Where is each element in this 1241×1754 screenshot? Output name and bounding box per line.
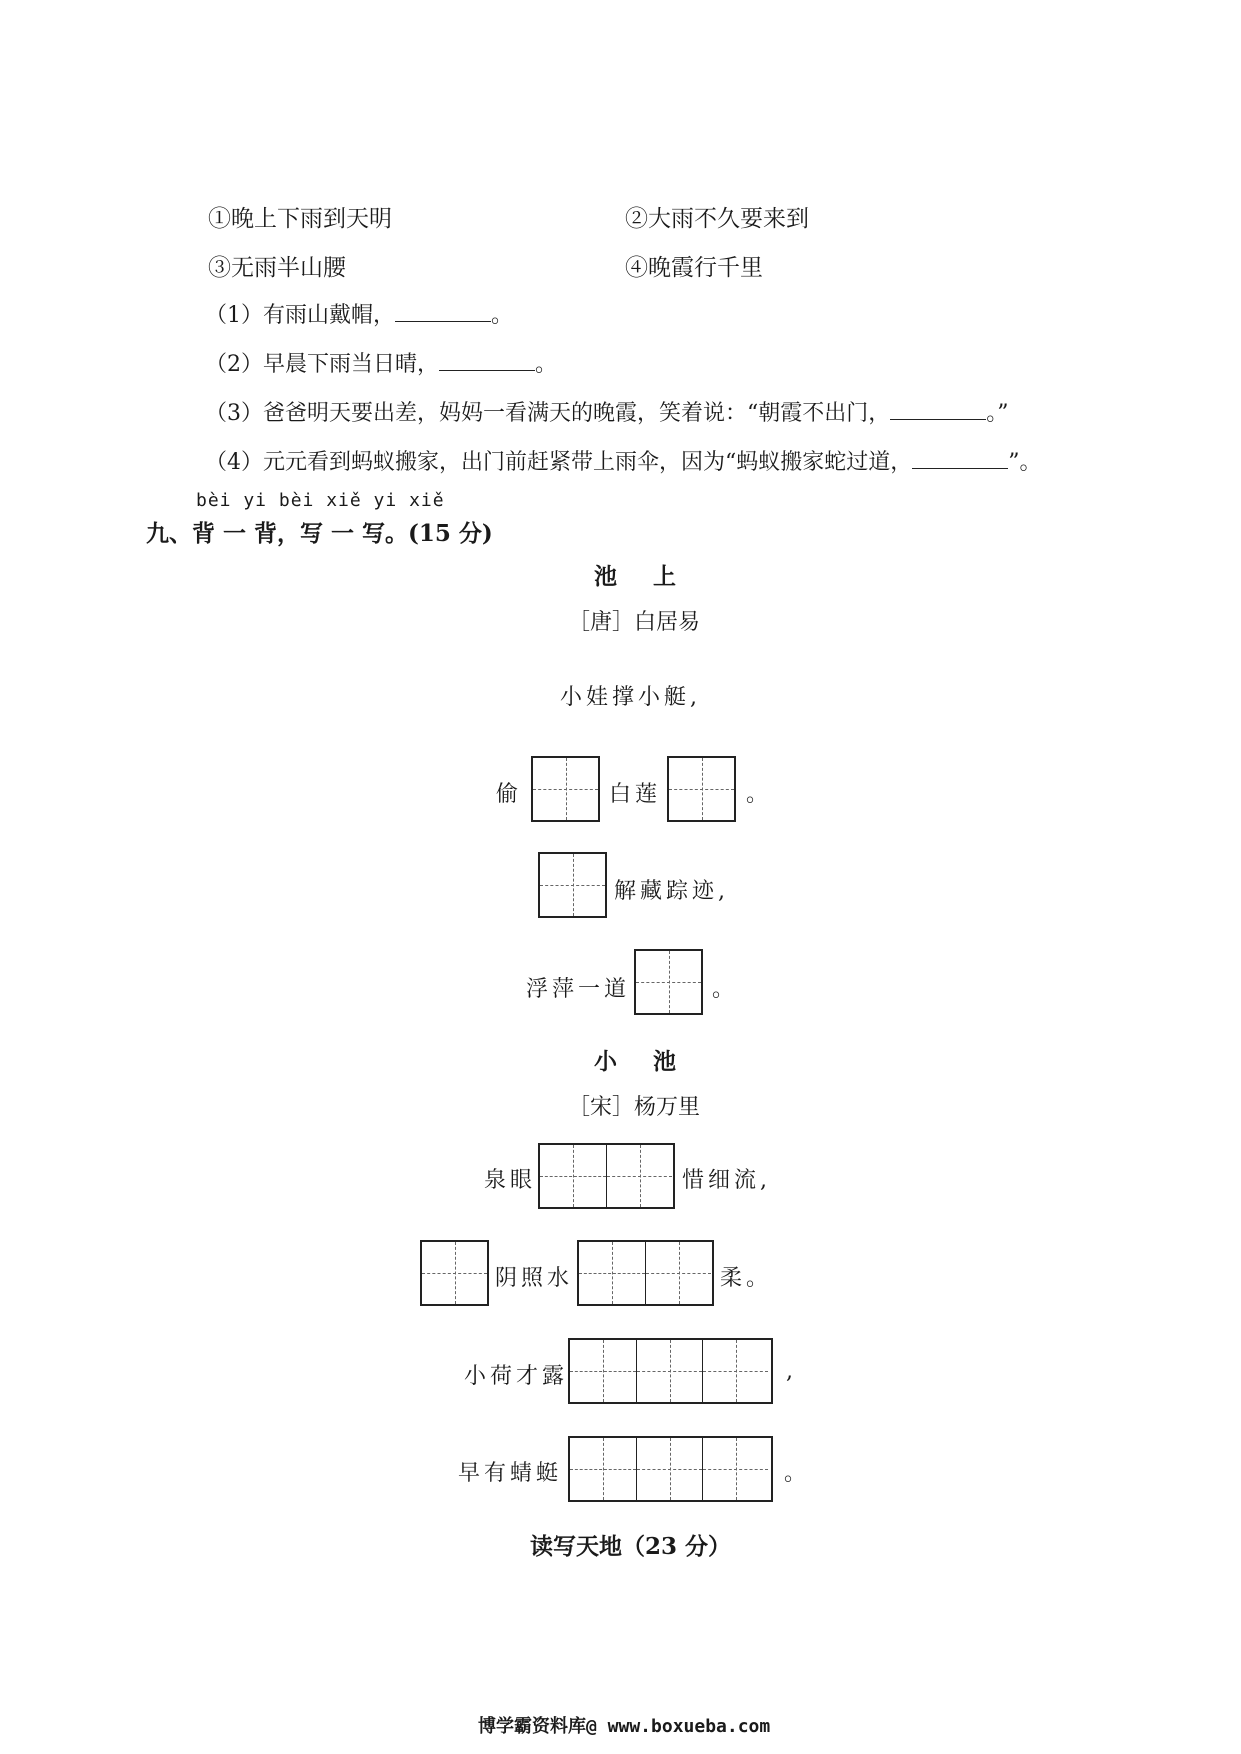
question-4-text: （4）元元看到蚂蚁搬家，出门前赶紧带上雨伞，因为“蚂蚁搬家蛇过道， [205, 450, 913, 475]
question-2-text: （2）早晨下雨当日晴， [205, 352, 439, 377]
poem-2-line-1-start: 泉眼 [484, 1168, 537, 1193]
poem-1-line-4-start: 浮萍一道 [526, 977, 631, 1002]
writing-grid[interactable] [667, 756, 736, 822]
poem-2-line-2-end: 柔。 [720, 1266, 773, 1291]
footer-watermark: 博学霸资料库@ www.boxueba.com [478, 1716, 771, 1737]
section-9-pinyin: bèi yi bèi xiě yi xiě [196, 490, 445, 511]
question-3-end: 。” [986, 401, 1009, 426]
poem-1-line-2-start: 偷 [496, 782, 523, 807]
option-4: ④晚霞行千里 [625, 255, 763, 281]
answer-blank-3[interactable] [890, 399, 986, 420]
poem-1-line-3: 解藏踪迹, [614, 879, 729, 904]
section-9-heading: 九、背 一 背，写 一 写。(15 分) [146, 520, 493, 547]
answer-blank-2[interactable] [439, 350, 535, 371]
question-1-end: 。 [491, 303, 514, 328]
poem-1-line-1: 小娃撑小艇, [560, 685, 701, 710]
question-1 [205, 298, 513, 329]
question-2 [205, 347, 557, 378]
option-2: ②大雨不久要来到 [625, 206, 809, 232]
writing-grid[interactable] [538, 852, 607, 918]
writing-grid[interactable] [420, 1240, 489, 1306]
answer-blank-4[interactable] [912, 448, 1008, 469]
question-4-end: ”。 [1008, 450, 1042, 475]
writing-grid[interactable] [568, 1436, 773, 1502]
question-1-text: （1）有雨山戴帽， [205, 303, 395, 328]
poem-2-line-4-start: 早有蜻蜓 [458, 1461, 563, 1486]
writing-grid[interactable] [531, 756, 600, 822]
poem-1-line-2-end: 。 [746, 782, 773, 807]
poem-2-line-2-start: 阴照水 [495, 1266, 574, 1291]
next-section-heading: 读写天地（23 分） [530, 1533, 732, 1560]
question-2-end: 。 [535, 352, 558, 377]
writing-grid[interactable] [577, 1240, 714, 1306]
writing-grid[interactable] [538, 1143, 675, 1209]
option-1: ①晚上下雨到天明 [208, 206, 392, 232]
poem-1-title: 池 上 [594, 563, 691, 590]
poem-2-line-4-end: 。 [784, 1461, 811, 1486]
poem-2-line-1-end: 惜细流, [682, 1168, 771, 1193]
question-3-text: （3）爸爸明天要出差，妈妈一看满天的晚霞，笑着说：“朝霞不出门， [205, 401, 891, 426]
poem-2-line-3-start: 小荷才露 [464, 1364, 569, 1389]
poem-2-line-3-end: , [786, 1359, 797, 1384]
poem-1-author: ［唐］白居易 [568, 610, 701, 635]
writing-grid[interactable] [634, 949, 703, 1015]
writing-grid[interactable] [568, 1338, 773, 1404]
poem-2-title: 小 池 [594, 1048, 691, 1075]
option-3: ③无雨半山腰 [208, 255, 346, 281]
question-3 [205, 396, 1009, 427]
question-4 [205, 445, 1042, 476]
answer-blank-1[interactable] [395, 301, 491, 322]
poem-1-line-4-end: 。 [712, 977, 739, 1002]
poem-1-line-2-mid: 白莲 [609, 782, 662, 807]
poem-2-author: ［宋］杨万里 [568, 1095, 701, 1120]
